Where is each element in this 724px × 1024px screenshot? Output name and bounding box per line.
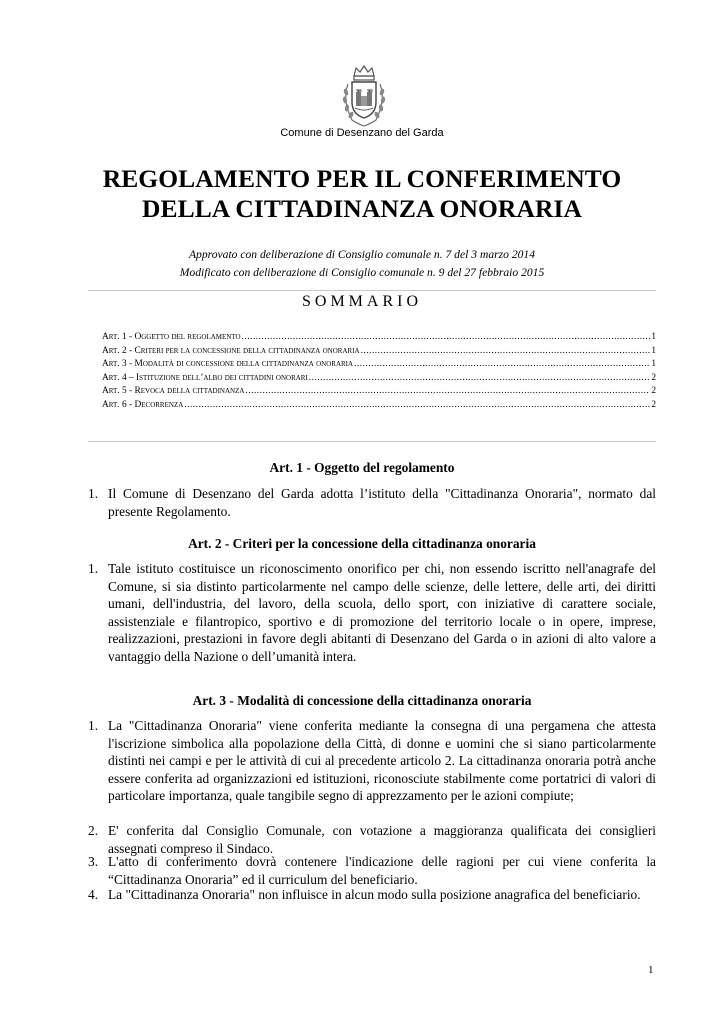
item-number: 1.: [88, 486, 99, 501]
article-title: Art. 1 - Oggetto del regolamento: [269, 460, 455, 475]
toc-entry[interactable]: [102, 386, 656, 399]
toc-entry-page: 1: [651, 345, 656, 356]
divider: [88, 441, 656, 442]
toc-entry-label: Art. 5 - Revoca della cittadinanza: [102, 386, 245, 396]
item-number: 1.: [88, 718, 99, 733]
toc-entry[interactable]: [102, 373, 656, 386]
item-text: L'atto di conferimento dovrà contenere l'indicazione delle ragioni per cui viene conferita la “Cittadinanza Onoraria” ed il curriculum del beneficiario.: [108, 854, 656, 887]
article-item: [88, 717, 656, 805]
document-title-line-2: DELLA CITTADINANZA ONORARIA: [141, 194, 583, 223]
item-number: 4.: [88, 887, 99, 902]
toc-entry-page: 1: [651, 359, 656, 369]
document-title-line-1: REGOLAMENTO PER IL CONFERIMENTO: [102, 164, 622, 193]
article-item: [88, 485, 656, 520]
toc-entry-label: Art. 4 – Istituzione dell’albo dei cittadini onorari: [102, 372, 308, 383]
toc-leader: [361, 346, 651, 356]
toc-entry-label: Art. 6 - Decorrenza: [102, 399, 184, 410]
divider: [88, 290, 656, 291]
item-text: Tale istituto costituisce un riconoscimento onorifico per chi, non essendo iscritto nell'anagrafe del Comune, si sia distinto particolarmente nel campo delle scienze, delle lettere, delle arti, dei diritti umani, dell'industria, del lavoro, della scuola, dello sport, con iniziative di carattere sociale, assistenziale e filantropico, sportivo e di promozione del territorio locale o in opere, imprese, realizzazioni, prestazioni in favore degli abitanti di Desenzano del Garda o in azioni di alto valore a vantaggio della Nazione o dell’umanità intera.: [108, 561, 656, 664]
toc-entry-label: Art. 3 - Modalità di concessione della cittadinanza onoraria: [102, 359, 354, 369]
summary-heading: SOMMARIO: [301, 293, 422, 310]
item-number: 1.: [88, 561, 99, 576]
toc-leader: [242, 332, 651, 342]
toc-leader: [309, 373, 651, 383]
modification-note: Modificato con deliberazione di Consiglio comunale n. 9 del 27 febbraio 2015: [179, 266, 545, 279]
toc-leader: [184, 400, 650, 410]
toc-entry-page: 1: [651, 332, 656, 342]
toc-entry[interactable]: [102, 359, 656, 372]
toc-leader: [354, 359, 650, 369]
article-title: Art. 3 - Modalità di concessione della cittadinanza onoraria: [192, 693, 532, 708]
toc-entry[interactable]: [102, 346, 656, 359]
article-item: [88, 853, 656, 888]
item-text: La "Cittadinanza Onoraria" viene conferita mediante la consegna di una pergamena che attesta l'iscrizione simbolica alla popolazione della Città, di donne e uomini che si siano particolarmente distinti nei campi e per le attività di cui al precedente articolo 2. La cittadinanza onoraria potrà anche essere conferita ad organizzazioni ed istituzioni, riconosciute stabilmente come portatrici di valori di particolare importanza, quale tangibile segno di apprezzamento per le azioni compiute;: [108, 718, 656, 804]
municipal-crest-icon: [338, 62, 390, 132]
page-number: 1: [648, 964, 654, 976]
item-number: 3.: [88, 854, 99, 869]
item-text: Il Comune di Desenzano del Garda adotta l’istituto della "Cittadinanza Onoraria", normato dal presente Regolamento.: [108, 486, 656, 519]
approval-note: Approvato con deliberazione di Consiglio comunale n. 7 del 3 marzo 2014: [188, 248, 536, 261]
article-item: [88, 822, 656, 857]
item-text: La "Cittadinanza Onoraria" non influisce in alcun modo sulla posizione anagrafica del beneficiario.: [108, 887, 641, 902]
toc-entry-label: Art. 2 - Criteri per la concessione della cittadinanza onoraria: [102, 345, 360, 356]
toc-entry-page: 2: [651, 386, 656, 396]
article-title: Art. 2 - Criteri per la concessione della cittadinanza onoraria: [188, 536, 536, 551]
toc-entry[interactable]: [102, 332, 656, 345]
municipality-name: Comune di Desenzano del Garda: [280, 127, 444, 139]
toc-entry[interactable]: [102, 400, 656, 413]
article-item: [88, 886, 656, 904]
toc-leader: [245, 386, 650, 396]
item-number: 2.: [88, 823, 99, 838]
toc-entry-label: Art. 1 - Oggetto del regolamento: [102, 332, 241, 342]
toc-entry-page: 2: [651, 372, 656, 383]
item-text: E' conferita dal Consiglio Comunale, con votazione a maggioranza qualificata dei consiglieri assegnati compreso il Sindaco.: [108, 823, 656, 856]
toc-entry-page: 2: [651, 399, 656, 410]
article-item: [88, 560, 656, 666]
